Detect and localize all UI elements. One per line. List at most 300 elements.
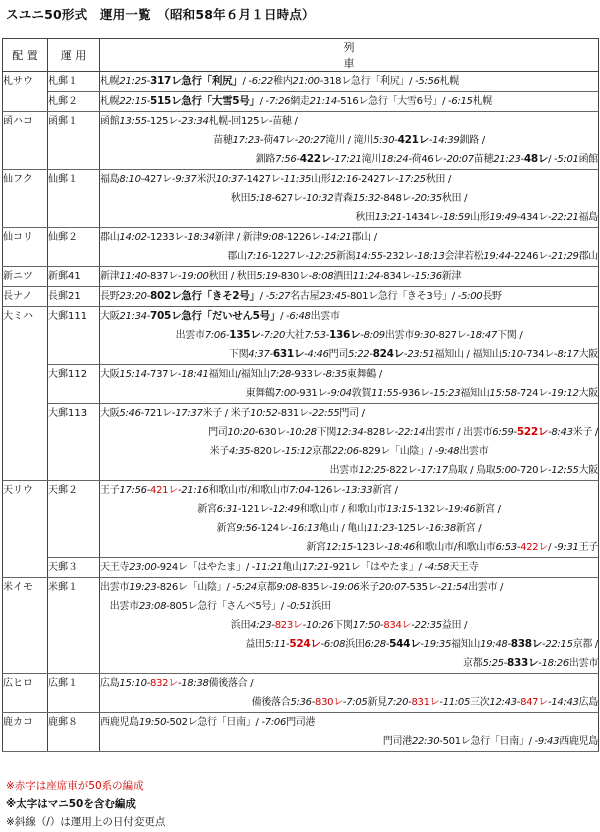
time-text: 22:30 (411, 736, 440, 747)
route-text: - (146, 96, 151, 107)
time-text: 16:38 (428, 523, 456, 534)
time-text: 8:43 (551, 427, 573, 438)
train-highlight: 422レ (299, 153, 331, 165)
route-text: 大阪 (100, 369, 120, 380)
time-text: 18:34 (187, 232, 215, 243)
time-text: 12:49 (272, 504, 300, 515)
time-text: 10:26 (305, 620, 334, 631)
train-sequence-line (100, 247, 598, 266)
time-text: 7:26 (268, 96, 291, 107)
route-text: - (304, 349, 308, 360)
time-text: 11:55 (371, 388, 399, 399)
time-text: 17:17 (420, 465, 448, 476)
route-text: 東舞鶴 / (346, 369, 382, 380)
depot-cell: 広ヒロ (3, 674, 48, 713)
time-text: 5:00 (495, 465, 517, 476)
time-text: 22:15 (119, 96, 147, 107)
time-text: 21:34 (119, 311, 147, 322)
route-text: -830レ- (277, 271, 312, 282)
route-text: 和歌山市 / 和歌山市 (299, 504, 387, 515)
train-sequence-line (100, 307, 598, 326)
time-text: 5:46 (119, 408, 141, 419)
route-text: -737レ- (146, 369, 182, 380)
time-text: 5:30 (373, 135, 395, 146)
route-text: 秋田 (355, 212, 375, 223)
table-row (3, 228, 599, 267)
route-text: 札幌 (100, 76, 120, 87)
route-text: 出雲市 (175, 330, 205, 341)
time-text: 4:23 (250, 620, 272, 631)
operation-cell: 鹿郵８ (48, 713, 100, 752)
time-text: 9:43 (537, 736, 560, 747)
time-text: 15:36 (414, 271, 442, 282)
time-text: 17:23 (232, 135, 260, 146)
time-text: 21:54 (440, 582, 469, 593)
route-text: 米子 (209, 446, 229, 457)
route-text: 敦賀 (351, 388, 372, 399)
train-sequence-line (100, 326, 598, 345)
depot-cell: 新ニツ (3, 267, 48, 287)
train-highlight: 421レ (150, 485, 178, 496)
route-text: 山形 (470, 212, 490, 223)
route-text: 亀山 / 亀山 (319, 523, 367, 534)
train-highlight: 544レ (389, 638, 421, 650)
time-text: 9:48 (438, 446, 460, 457)
time-text: 20:07 (378, 582, 407, 593)
time-text: 22:55 (312, 408, 340, 419)
route-text: - (146, 485, 151, 496)
time-text: 8:09 (363, 330, 385, 341)
table-row (3, 365, 599, 404)
time-text: 5:01 (557, 154, 579, 165)
time-text: 23:00 (129, 562, 157, 573)
table-row (3, 404, 599, 481)
route-text: - (520, 154, 524, 165)
time-text: 15:14 (119, 369, 147, 380)
train-sequence-line (100, 112, 598, 131)
train-sequence-cell (100, 72, 599, 92)
route-text: - (380, 620, 384, 631)
time-text: 15:32 (352, 193, 381, 204)
route-text: 札幌 (439, 76, 460, 87)
route-text: 新潟 (335, 251, 356, 262)
route-text: -502レ急行「日南」/ - (166, 717, 265, 728)
route-text: 福知山 / 福知山 (434, 349, 502, 360)
route-text: - (403, 349, 408, 360)
time-text: 14:43 (551, 697, 579, 708)
route-text: 福島 (100, 174, 120, 185)
train-sequence-line (100, 131, 598, 150)
route-text: 出雲市 (310, 311, 340, 322)
train-sequence-cell (100, 112, 599, 170)
route-text: -232レ- (382, 251, 418, 262)
time-text: 19:12 (551, 388, 579, 399)
time-text: 18:24 (380, 154, 409, 165)
route-text: 京都 (463, 658, 483, 669)
route-text: -2246レ- (510, 251, 552, 262)
route-text: -501レ急行「日南」/ - (439, 736, 538, 747)
route-text: 米子 (359, 582, 379, 593)
time-text: 11:35 (283, 174, 312, 185)
time-text: 14:02 (119, 232, 147, 243)
route-text: - (503, 658, 508, 669)
time-text: 7:06 (264, 717, 287, 728)
route-text: -827レ- (435, 330, 470, 341)
train-highlight: 834レ (383, 620, 412, 631)
route-text: 会津若松 (444, 251, 484, 262)
time-text: 17:56 (119, 485, 147, 496)
time-text: 12:15 (325, 542, 354, 553)
time-text: 15:58 (489, 388, 517, 399)
route-text: 天王寺 (100, 562, 130, 573)
time-text: 6:48 (289, 311, 311, 322)
route-text: -1226レ- (283, 232, 325, 243)
route-text: 大阪 (100, 311, 120, 322)
route-text: 大阪 (578, 465, 598, 476)
time-text: 11:24 (352, 271, 380, 282)
train-highlight: 823レ (274, 620, 303, 631)
route-text: - (146, 678, 151, 689)
header-unyo: 運 用 (48, 39, 100, 72)
train-sequence-line (100, 150, 598, 169)
train-sequence-line (100, 92, 598, 111)
route-text: -931レ- (295, 388, 331, 399)
operation-cell: 仙郵１ (48, 170, 100, 228)
route-text: -荷46レ- (408, 154, 447, 165)
route-text: 郡山 / (351, 232, 377, 243)
train-sequence-line (100, 208, 598, 227)
schedule-table (2, 38, 599, 752)
route-text: -132レ- (413, 504, 449, 515)
time-text: 21:14 (309, 96, 337, 107)
route-text: 秋田 / (441, 193, 468, 204)
route-text: / - (548, 542, 558, 553)
time-text: 22:21 (551, 212, 579, 223)
time-text: 15:10 (119, 678, 147, 689)
route-text: -820レ- (250, 446, 285, 457)
time-text: 7:53 (304, 330, 326, 341)
time-text: 17:21 (301, 562, 330, 573)
depot-cell: 鹿カコ (3, 713, 48, 752)
train-sequence-line (100, 654, 598, 673)
route-text: - (177, 678, 182, 689)
route-text: - (146, 76, 151, 87)
route-text: 郡山 (227, 251, 247, 262)
time-text: 21:16 (181, 485, 209, 496)
route-text: -828レ- (363, 427, 398, 438)
time-text: 5:24 (235, 582, 257, 593)
route-text: -318レ急行「利尻」/ - (319, 76, 419, 87)
route-text: -826レ「山陰」/ - (156, 582, 236, 593)
time-text: 19:06 (332, 582, 360, 593)
route-text: 京都 / (572, 639, 598, 650)
time-text: 12:43 (489, 697, 517, 708)
route-text: 出雲市 (459, 446, 489, 457)
table-row (3, 72, 599, 92)
route-text: -516レ急行「大雪6号」/ - (336, 96, 452, 107)
route-text: -831レ- (277, 408, 312, 419)
route-text: -720レ- (516, 465, 552, 476)
route-text: 和歌山市/和歌山市 (414, 542, 496, 553)
time-text: 12:55 (551, 465, 579, 476)
train-highlight: 421レ (397, 134, 429, 146)
route-text: 出雲市 / 出雲市 (425, 427, 493, 438)
time-text: 11:23 (366, 523, 395, 534)
time-text: 5:18 (250, 193, 272, 204)
route-text: - (428, 135, 433, 146)
operation-cell: 長郵21 (48, 287, 100, 307)
table-row (3, 112, 599, 170)
route-text: 札幌 (100, 96, 120, 107)
operation-cell: 札郵２ (48, 92, 100, 112)
route-text: - (547, 697, 552, 708)
train-sequence-line (100, 442, 598, 461)
time-text: 18:47 (469, 330, 498, 341)
time-text: 15:12 (284, 446, 313, 457)
train-highlight: 48レ (523, 153, 549, 165)
route-text: 浜田 (230, 620, 251, 631)
route-text: - (542, 639, 546, 650)
train-sequence-cell (100, 481, 599, 558)
time-text: 20:07 (446, 154, 474, 165)
route-text: / - (548, 154, 558, 165)
time-text: 7:28 (269, 369, 292, 380)
route-text: 新津 (441, 271, 462, 282)
train-sequence-line (100, 578, 598, 597)
route-text: 和歌山市/和歌山市 (208, 485, 290, 496)
train-highlight: 522レ (516, 426, 549, 438)
route-text: 福知山 (460, 388, 490, 399)
table-row (3, 307, 599, 365)
time-text: 5:10 (501, 349, 523, 360)
route-text: 滝川 / 滝川 (325, 135, 374, 146)
train-highlight: 422レ (520, 542, 549, 553)
route-text: - (411, 620, 415, 631)
route-text: 函館 (578, 154, 598, 165)
time-text: 21:23 (493, 154, 521, 165)
operation-cell: 米郵１ (48, 578, 100, 674)
train-sequence-line (100, 287, 598, 306)
route-text: 西鹿児島 (100, 717, 139, 728)
route-text: 名古屋 (290, 291, 320, 302)
time-text: 5:11 (264, 639, 287, 650)
train-sequence-cell (100, 404, 599, 481)
route-text: 米子 / (572, 427, 598, 438)
route-text: - (271, 620, 275, 631)
route-text: -837レ- (146, 271, 182, 282)
table-row (3, 674, 599, 713)
table-row (3, 578, 599, 674)
time-text: 5:19 (256, 271, 278, 282)
time-text: 5:00 (461, 291, 483, 302)
route-text: - (439, 697, 443, 708)
time-text: 8:10 (119, 174, 141, 185)
route-text: 大阪 (578, 349, 598, 360)
route-text: 浜田 (311, 601, 331, 612)
time-text: 17:25 (398, 174, 426, 185)
route-text: -1227レ- (268, 251, 309, 262)
train-sequence-line (100, 616, 598, 635)
route-text: 秋田 / (425, 174, 452, 185)
time-text: 23:20 (119, 291, 147, 302)
route-text: 浜田 (345, 639, 365, 650)
time-text: 5:36 (290, 697, 312, 708)
route-text: 京都 (256, 582, 277, 593)
route-text: 亀山 (282, 562, 302, 573)
route-text: 出雲市 (100, 601, 139, 612)
route-text: 新宮 / (372, 485, 398, 496)
operation-cell: 札郵１ (48, 72, 100, 92)
train-sequence-cell (100, 713, 599, 752)
route-text: -627レ- (271, 193, 306, 204)
train-sequence-line (100, 500, 598, 519)
time-text: 14:39 (432, 135, 460, 146)
train-sequence-line (100, 597, 598, 616)
route-text: 門司港 (286, 717, 316, 728)
route-text: 王子 (100, 485, 120, 496)
route-text: -125レ- (394, 523, 429, 534)
train-highlight: 135レ (229, 329, 261, 341)
route-text: -125レ- (146, 116, 182, 127)
time-text: 13:55 (119, 116, 147, 127)
time-text: 6:15 (451, 96, 473, 107)
time-text: 23:51 (407, 349, 435, 360)
route-text: 下関 (316, 427, 337, 438)
train-sequence-line (100, 384, 598, 403)
note-red: ※赤字は座席車が50系の編成 (6, 780, 144, 792)
route-text: - (146, 291, 151, 302)
route-text: -724レ- (516, 388, 552, 399)
route-text: 出雲市 (329, 465, 359, 476)
operation-cell: 天郵２ (48, 481, 100, 558)
train-sequence-line (100, 713, 598, 732)
depot-cell: 大ミハ (3, 307, 48, 481)
route-text: 釧路 / (459, 135, 485, 146)
route-text: -1434レ- (402, 212, 443, 223)
route-text: -805レ急行「さんべ5号」/ - (166, 601, 291, 612)
time-text: 4:46 (307, 349, 329, 360)
operation-cell: 大郵113 (48, 404, 100, 481)
time-text: 7:04 (289, 485, 311, 496)
time-text: 17:37 (175, 408, 203, 419)
time-text: 23:34 (181, 116, 209, 127)
table-header-row (3, 39, 599, 72)
route-text: - (360, 330, 364, 341)
route-text: 新津 / 新津 (214, 232, 263, 243)
table-row (3, 287, 599, 307)
route-text: -822レ- (386, 465, 421, 476)
route-text: - (513, 427, 517, 438)
route-text: 大阪 (578, 388, 598, 399)
route-text: 東舞鶴 (245, 388, 275, 399)
route-text: 新宮 (216, 523, 237, 534)
time-text: 12:25 (308, 251, 336, 262)
route-text: - (369, 349, 373, 360)
table-row (3, 267, 599, 287)
route-text: -834レ- (380, 271, 415, 282)
time-text: 6:28 (364, 639, 386, 650)
train-sequence-cell (100, 228, 599, 267)
train-highlight: 847レ (520, 697, 548, 708)
time-text: 13:15 (386, 504, 414, 515)
train-sequence-cell (100, 307, 599, 365)
route-text: -1427レ- (243, 174, 284, 185)
route-text: 秋田 (230, 193, 251, 204)
time-text: 7:56 (275, 154, 297, 165)
time-text: 18:46 (387, 542, 415, 553)
route-text: 長野 (100, 291, 120, 302)
train-highlight: 705レ急行「だいせん5号」 (150, 310, 281, 322)
time-text: 6:53 (495, 542, 517, 553)
route-text: -121レ- (237, 504, 273, 515)
train-sequence-line (100, 72, 598, 91)
time-text: 11:05 (442, 697, 471, 708)
time-text: 21:00 (292, 76, 320, 87)
time-text: 4:58 (427, 562, 450, 573)
route-text: 益田 (245, 639, 265, 650)
time-text: 14:55 (355, 251, 383, 262)
route-text: -1233レ- (146, 232, 188, 243)
time-text: 0:51 (290, 601, 312, 612)
train-highlight: 838レ (510, 638, 542, 650)
route-text: - (330, 154, 335, 165)
route-text: -2427レ- (357, 174, 399, 185)
route-text: -924レ「はやたま」/ - (156, 562, 256, 573)
time-text: 7:00 (274, 388, 296, 399)
route-text: 新津 (100, 271, 120, 282)
route-text: - (325, 330, 330, 341)
route-text: - (516, 697, 521, 708)
operation-cell: 仙郵２ (48, 228, 100, 267)
time-text: 13:21 (374, 212, 403, 223)
time-text: 21:29 (551, 251, 579, 262)
time-text: 8:17 (557, 349, 579, 360)
route-text: 郡山 (100, 232, 120, 243)
time-text: 18:26 (541, 658, 569, 669)
route-text: 青森 (333, 193, 353, 204)
train-sequence-line (100, 674, 598, 693)
time-text: 22:14 (397, 427, 426, 438)
time-text: 7:06 (204, 330, 226, 341)
route-text: 新宮 / (475, 504, 501, 515)
route-text: 下関 (333, 620, 353, 631)
time-text: 11:40 (119, 271, 147, 282)
route-text: 新宮 / (455, 523, 482, 534)
time-text: 6:08 (323, 639, 346, 650)
train-sequence-cell (100, 92, 599, 112)
route-text: 備後落合 (251, 697, 291, 708)
route-text: - (225, 330, 230, 341)
train-sequence-cell (100, 287, 599, 307)
route-text: 出雲市 (100, 582, 130, 593)
route-text: 天王寺 (449, 562, 479, 573)
time-text: 10:37 (215, 174, 244, 185)
time-text: 5:22 (348, 349, 370, 360)
operation-cell: 函郵１ (48, 112, 100, 170)
route-text: 稚内 (273, 76, 293, 87)
route-text: -835レ- (297, 582, 333, 593)
route-text: 下関 / (497, 330, 523, 341)
operation-cell: 大郵111 (48, 307, 100, 365)
train-sequence-line (100, 519, 598, 538)
route-text: 出雲市 (568, 658, 598, 669)
train-sequence-line (100, 538, 598, 557)
train-sequence-line (100, 365, 598, 384)
route-text: 大阪 (100, 408, 120, 419)
train-highlight: 631レ (272, 348, 305, 360)
time-text: 13:33 (345, 485, 373, 496)
route-text: 大社 (285, 330, 305, 341)
